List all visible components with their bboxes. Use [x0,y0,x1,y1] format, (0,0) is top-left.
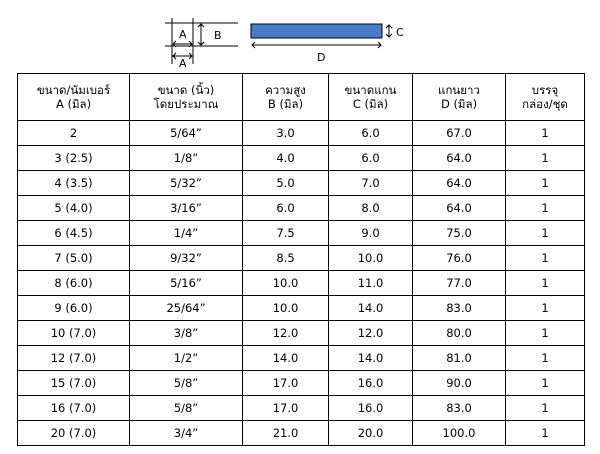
spec-table-header [18,74,585,121]
cell-shank-c: 6.0 [329,146,413,171]
header-size-inch [130,74,243,121]
cell-size-inch: 1/4” [130,221,243,246]
cell-shank-c: 16.0 [329,396,413,421]
cell-pack-qty: 1 [506,321,585,346]
table-row [18,146,585,171]
table-row [18,196,585,221]
cell-size-number: 3 (2.5) [18,146,130,171]
profile-diagram [165,18,238,64]
cell-length-d: 64.0 [413,146,506,171]
cell-height-b: 12.0 [243,321,329,346]
cell-shank-c: 10.0 [329,246,413,271]
cell-length-d: 77.0 [413,271,506,296]
header-line2: โดยประมาณ [153,97,219,111]
cell-size-number: 2 [18,121,130,146]
cell-length-d: 64.0 [413,196,506,221]
cell-pack-qty: 1 [506,421,585,446]
header-line2: A (มิล) [55,97,92,111]
cell-length-d: 75.0 [413,221,506,246]
cell-size-inch: 5/32” [130,171,243,196]
cell-pack-qty: 1 [506,121,585,146]
table-row [18,296,585,321]
cell-height-b: 3.0 [243,121,329,146]
header-row [18,74,585,121]
dimension-diagrams [0,0,600,70]
cell-size-inch: 9/32” [130,246,243,271]
spec-table [17,73,585,446]
header-line2: C (มิล) [352,97,389,111]
table-row [18,371,585,396]
label-d: D [317,51,326,64]
cell-height-b: 7.5 [243,221,329,246]
cell-shank-c: 7.0 [329,171,413,196]
cell-shank-c: 14.0 [329,346,413,371]
cell-shank-c: 8.0 [329,196,413,221]
header-line1: ความสูง [265,83,306,97]
header-line1: ขนาด (นิ้ว) [157,83,215,97]
cell-height-b: 5.0 [243,171,329,196]
header-size-number [18,74,130,121]
table-row [18,346,585,371]
cell-height-b: 17.0 [243,396,329,421]
cell-shank-c: 6.0 [329,121,413,146]
cell-height-b: 21.0 [243,421,329,446]
table-row [18,171,585,196]
header-shank-c [329,74,413,121]
cell-shank-c: 16.0 [329,371,413,396]
cell-pack-qty: 1 [506,196,585,221]
table-row [18,396,585,421]
header-line1: แกนยาว [438,83,480,97]
table-row [18,221,585,246]
header-line2: D (มิล) [440,97,478,111]
cell-shank-c: 11.0 [329,271,413,296]
cell-pack-qty: 1 [506,396,585,421]
header-pack-qty [506,74,585,121]
header-length-d [413,74,506,121]
table-row [18,421,585,446]
header-line1: บรรจุ [531,83,559,97]
label-c: C [396,26,404,39]
cell-size-inch: 3/4” [130,421,243,446]
header-line1: ขนาด/นัมเบอร์ [36,83,111,97]
cell-size-inch: 25/64” [130,296,243,321]
cell-size-number: 10 (7.0) [18,321,130,346]
cell-size-number: 20 (7.0) [18,421,130,446]
cell-shank-c: 14.0 [329,296,413,321]
cell-length-d: 100.0 [413,421,506,446]
cell-pack-qty: 1 [506,371,585,396]
cell-height-b: 10.0 [243,296,329,321]
cell-length-d: 64.0 [413,171,506,196]
cell-pack-qty: 1 [506,296,585,321]
spec-table-body [18,121,585,446]
cell-size-number: 15 (7.0) [18,371,130,396]
cell-size-inch: 5/8” [130,371,243,396]
cell-pack-qty: 1 [506,171,585,196]
table-row [18,121,585,146]
cell-length-d: 90.0 [413,371,506,396]
cell-size-number: 8 (6.0) [18,271,130,296]
cell-size-inch: 5/8” [130,396,243,421]
cell-height-b: 6.0 [243,196,329,221]
cell-size-inch: 5/16” [130,271,243,296]
cell-size-inch: 5/64” [130,121,243,146]
header-line2: B (มิล) [267,97,304,111]
cell-length-d: 83.0 [413,296,506,321]
dimension-diagram-svg [0,0,600,70]
cell-size-number: 5 (4.0) [18,196,130,221]
cell-height-b: 8.5 [243,246,329,271]
cell-pack-qty: 1 [506,146,585,171]
label-b: B [214,29,222,42]
cell-size-number: 12 (7.0) [18,346,130,371]
cell-size-number: 9 (6.0) [18,296,130,321]
cell-pack-qty: 1 [506,246,585,271]
label-a-top: A [179,28,187,41]
cell-length-d: 67.0 [413,121,506,146]
cell-height-b: 17.0 [243,371,329,396]
cell-size-number: 6 (4.5) [18,221,130,246]
cell-height-b: 10.0 [243,271,329,296]
cell-height-b: 4.0 [243,146,329,171]
shank-bar [251,24,382,38]
header-line1: ขนาดแกน [344,83,397,97]
header-height-b [243,74,329,121]
cell-pack-qty: 1 [506,346,585,371]
cell-size-number: 7 (5.0) [18,246,130,271]
cell-length-d: 81.0 [413,346,506,371]
header-line2: กล่อง/ชุด [522,97,568,111]
cell-shank-c: 12.0 [329,321,413,346]
cell-pack-qty: 1 [506,271,585,296]
cell-size-inch: 3/8” [130,321,243,346]
cell-size-inch: 3/16” [130,196,243,221]
cell-length-d: 83.0 [413,396,506,421]
cell-length-d: 76.0 [413,246,506,271]
cell-pack-qty: 1 [506,221,585,246]
cell-size-number: 16 (7.0) [18,396,130,421]
cell-length-d: 80.0 [413,321,506,346]
cell-shank-c: 9.0 [329,221,413,246]
cell-height-b: 14.0 [243,346,329,371]
cell-size-number: 4 (3.5) [18,171,130,196]
table-row [18,321,585,346]
table-row [18,246,585,271]
label-a-bottom: A [179,57,187,70]
cell-shank-c: 20.0 [329,421,413,446]
cell-size-inch: 1/2” [130,346,243,371]
shank-diagram [251,24,392,48]
cell-size-inch: 1/8” [130,146,243,171]
table-row [18,271,585,296]
